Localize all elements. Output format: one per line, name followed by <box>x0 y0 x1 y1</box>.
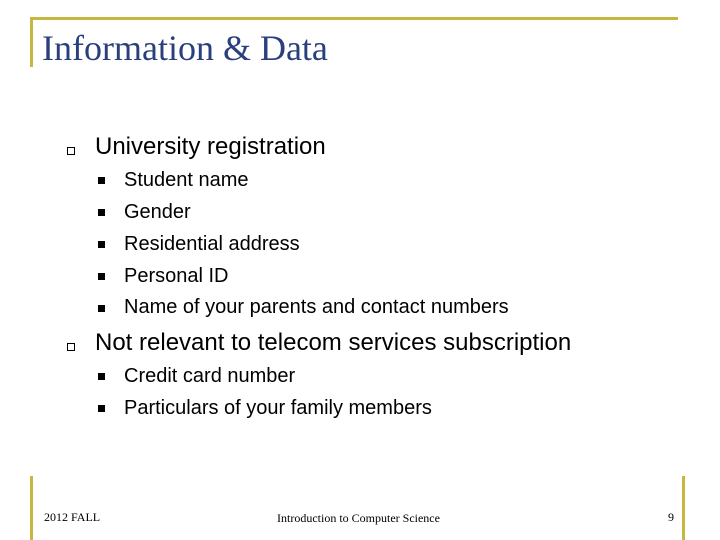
solid-square-bullet-icon <box>98 405 105 412</box>
sub-bullet-gender: Gender <box>124 201 191 223</box>
solid-square-bullet-icon <box>98 373 105 380</box>
sub-bullet-credit-card: Credit card number <box>124 365 296 387</box>
sub-bullet-student-name: Student name <box>124 169 249 191</box>
footer-right-border <box>682 476 685 540</box>
title-frame-top-border <box>30 17 678 20</box>
title-frame-left-border <box>30 17 33 67</box>
hollow-square-bullet-icon <box>67 343 75 351</box>
slide-title: Information & Data <box>42 28 328 68</box>
footer-semester: 2012 FALL <box>44 510 101 524</box>
footer-course-title: Introduction to Computer Science <box>277 511 440 525</box>
bullet-not-relevant: Not relevant to telecom services subscription <box>95 329 572 356</box>
bullet-university-registration: University registration <box>95 133 326 160</box>
solid-square-bullet-icon <box>98 305 105 312</box>
sub-bullet-residential-address: Residential address <box>124 233 300 255</box>
sub-bullet-parents-contact: Name of your parents and contact numbers <box>124 296 509 318</box>
solid-square-bullet-icon <box>98 273 105 280</box>
solid-square-bullet-icon <box>98 177 105 184</box>
sub-bullet-personal-id: Personal ID <box>124 265 229 287</box>
solid-square-bullet-icon <box>98 241 105 248</box>
hollow-square-bullet-icon <box>67 147 75 155</box>
sub-bullet-family-members: Particulars of your family members <box>124 397 432 419</box>
footer-left-border <box>30 476 33 540</box>
page-number: 9 <box>668 510 674 524</box>
solid-square-bullet-icon <box>98 209 105 216</box>
